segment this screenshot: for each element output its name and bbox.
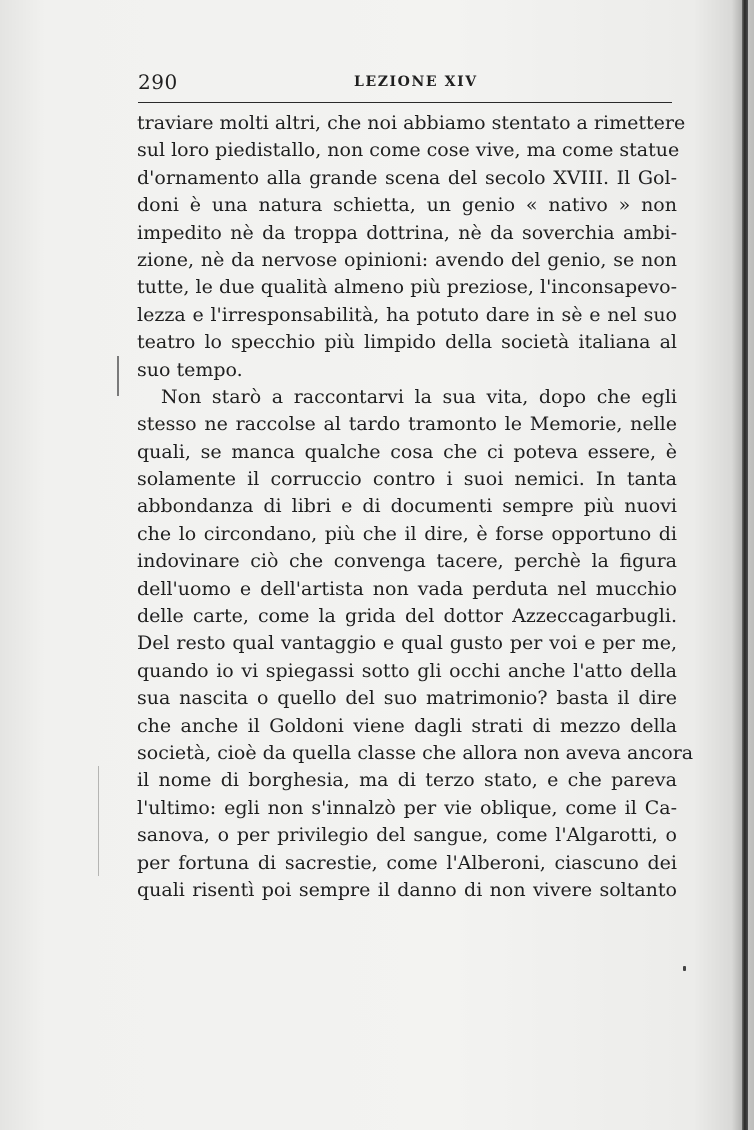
text-line: sua nascita o quello del suo matrimonio? basta il dire [137,687,677,710]
text-line: d'ornamento alla grande scena del secolo XVIII. Il Gol- [137,166,677,189]
text-line: Del resto qual vantaggio e qual gusto per voi e per me, [137,632,677,655]
text-line: l'ultimo: egli non s'innalzò per vie oblique, come il Ca- [137,796,677,819]
text-line: sanova, o per privilegio del sangue, come l'Algarotti, o [137,824,677,847]
margin-mark [117,356,119,396]
margin-mark [98,766,99,876]
spine-shadow [732,0,742,1130]
text-line: che anche il Goldoni viene dagli strati di mezzo della [137,714,677,737]
text-line: dell'uomo e dell'artista non vada perduta nel mucchio [137,577,677,600]
text-line: zione, nè da nervose opinioni: avendo del genio, se non [137,248,677,271]
text-line: indovinare ciò che convenga tacere, perchè la figura [137,550,677,573]
page-header [138,68,674,96]
page-number: 290 [138,70,178,94]
text-line: per fortuna di sacrestie, come l'Alberoni, ciascuno dei [137,851,677,874]
text-line: impedito nè da troppa dottrina, nè da soverchia ambi- [137,221,677,244]
paragraph-2 [137,384,694,904]
text-line: società, cioè da quella classe che allora non aveva ancora [137,741,694,764]
text-line: quando io vi spiegassi sotto gli occhi anche l'atto della [137,659,677,682]
text-line: tutte, le due qualità almeno più preziose, l'inconsapevo- [137,276,677,299]
text-line: traviare molti altri, che noi abbiamo stentato a rimettere [137,112,686,134]
text-line: teatro lo specchio più limpido della società italiana al [137,331,677,354]
text-line: che lo circondano, più che il dire, è forse opportuno di [137,522,677,545]
header-rule [138,102,672,103]
text-line: sul loro piedistallo, non come cose vive, ma come statue [137,139,680,162]
text-line: abbondanza di libri e di documenti sempre più nuovi [137,495,677,518]
text-line: quali risentì poi sempre il danno di non vivere soltanto [137,878,677,901]
text-line: doni è una natura schietta, un genio « nativo » non [137,194,677,217]
text-line: il nome di borghesia, ma di terzo stato, e che pareva [137,769,677,792]
running-head: LEZIONE XIV [354,74,478,90]
text-line: stesso ne raccolse al tardo tramonto le Memorie, nelle [137,413,677,436]
text-line: delle carte, come la grida del dottor Azzeccagarbugli. [137,605,677,628]
text-line: quali, se manca qualche cosa che ci poteva essere, è [137,440,677,463]
text-line: solamente il corruccio contro i suoi nemici. In tanta [137,468,677,491]
paragraph-1 [137,110,686,384]
ink-speck [683,966,686,971]
text-line: lezza e l'irresponsabilità, ha potuto dare in sè e nel suo [137,303,677,326]
text-line: suo tempo. [137,358,243,381]
text-line: Non starò a raccontarvi la sua vita, dopo che egli [161,385,677,408]
body-text [137,110,694,904]
book-spine [742,0,748,1130]
